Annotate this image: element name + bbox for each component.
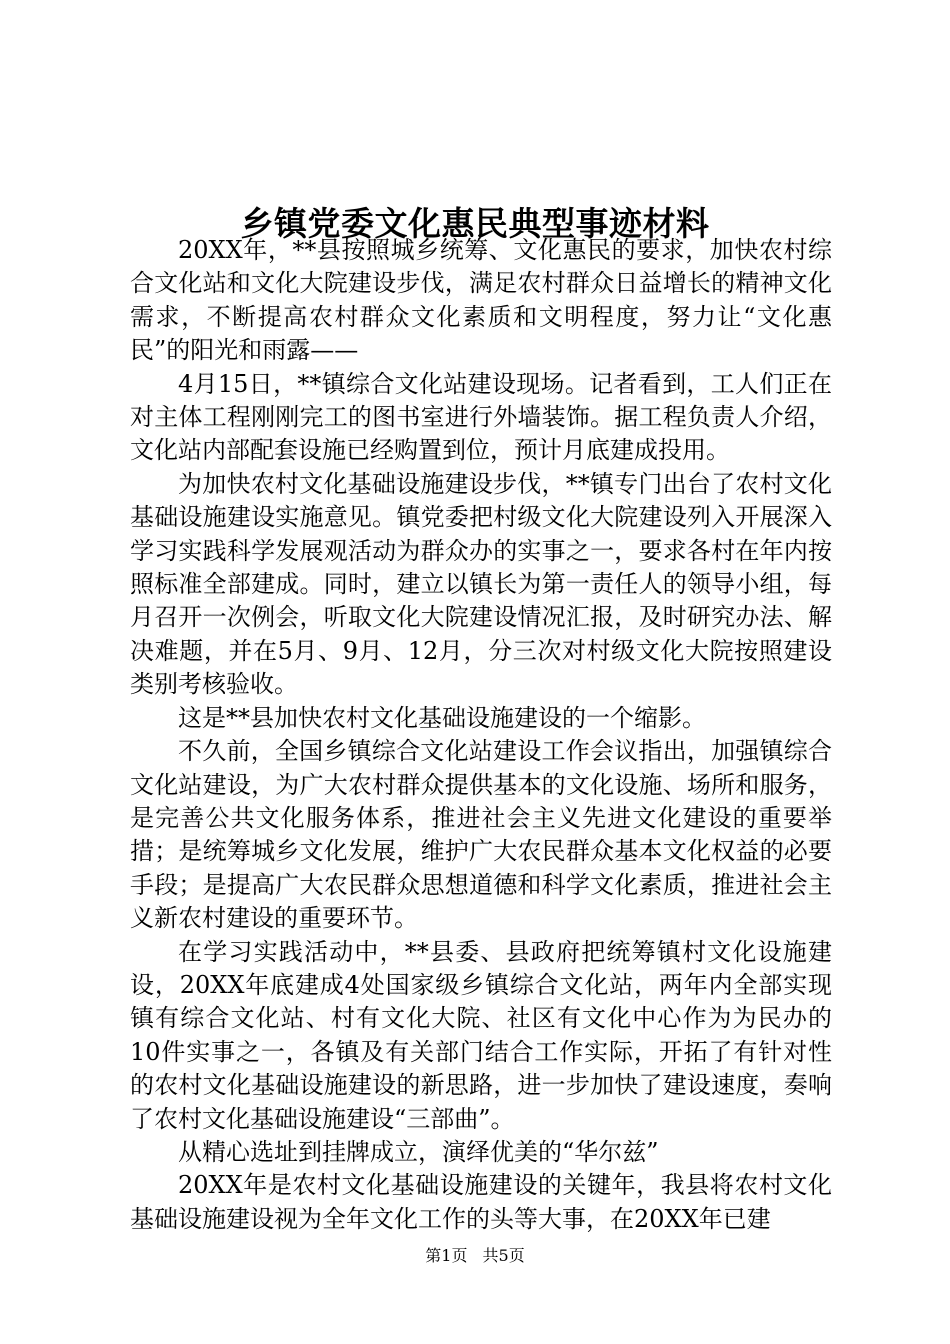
paragraph: 20XX年是农村文化基础设施建设的关键年，我县将农村文化基础设施建设视为全年文化工作的头等大事，在20XX年已建	[130, 1171, 832, 1233]
document-title: 乡镇党委文化惠民典型事迹材料	[240, 204, 710, 244]
paragraph: 20XX年，**县按照城乡统筹、文化惠民的要求，加快农村综合文化站和文化大院建设步伐，满足农村群众日益增长的精神文化需求，不断提高农村群众文化素质和文明程度，努力让“文化惠民”的阳光和雨露——	[130, 236, 832, 365]
page-number-current: 第1页	[425, 1246, 468, 1265]
paragraph: 从精心选址到挂牌成立，演绎优美的“华尔兹”	[178, 1137, 659, 1166]
paragraph: 4月15日，**镇综合文化站建设现场。记者看到，工人们正在对主体工程刚刚完工的图书室进行外墙装饰。据工程负责人介绍，文化站内部配套设施已经购置到位，预计月底建成投用。	[130, 369, 832, 465]
paragraph: 这是**县加快农村文化基础设施建设的一个缩影。	[178, 703, 706, 732]
paragraph: 不久前，全国乡镇综合文化站建设工作会议指出，加强镇综合文化站建设，为广大农村群众提供基本的文化设施、场所和服务，是完善公共文化服务体系，推进社会主义先进文化建设的重要举措；是统筹城乡文化发展，维护广大农民群众基本文化权益的必要手段；是提高广大农民群众思想道德和科学文化素质，推进社会主义新农村建设的重要环节。	[130, 737, 832, 933]
paragraph: 在学习实践活动中，**县委、县政府把统筹镇村文化设施建设，20XX年底建成4处国家级乡镇综合文化站，两年内全部实现镇有综合文化站、村有文化大院、社区有文化中心作为为民办的10件实事之一，各镇及有关部门结合工作实际，开拓了有针对性的农村文化基础设施建设的新思路，进一步加快了建设速度，奏响了农村文化基础设施建设“三部曲”。	[130, 937, 832, 1133]
page-footer	[0, 1245, 950, 1267]
page-number-total: 共5页	[482, 1246, 525, 1265]
document-body	[130, 234, 832, 1236]
paragraph: 为加快农村文化基础设施建设步伐，**镇专门出台了农村文化基础设施建设实施意见。镇党委把村级文化大院建设列入开展深入学习实践科学发展观活动为群众办的实事之一，要求各村在年内按照标准全部建成。同时，建立以镇长为第一责任人的领导小组，每月召开一次例会，听取文化大院建设情况汇报，及时研究办法、解决难题，并在5月、9月、12月，分三次对村级文化大院按照建设类别考核验收。	[130, 469, 832, 699]
